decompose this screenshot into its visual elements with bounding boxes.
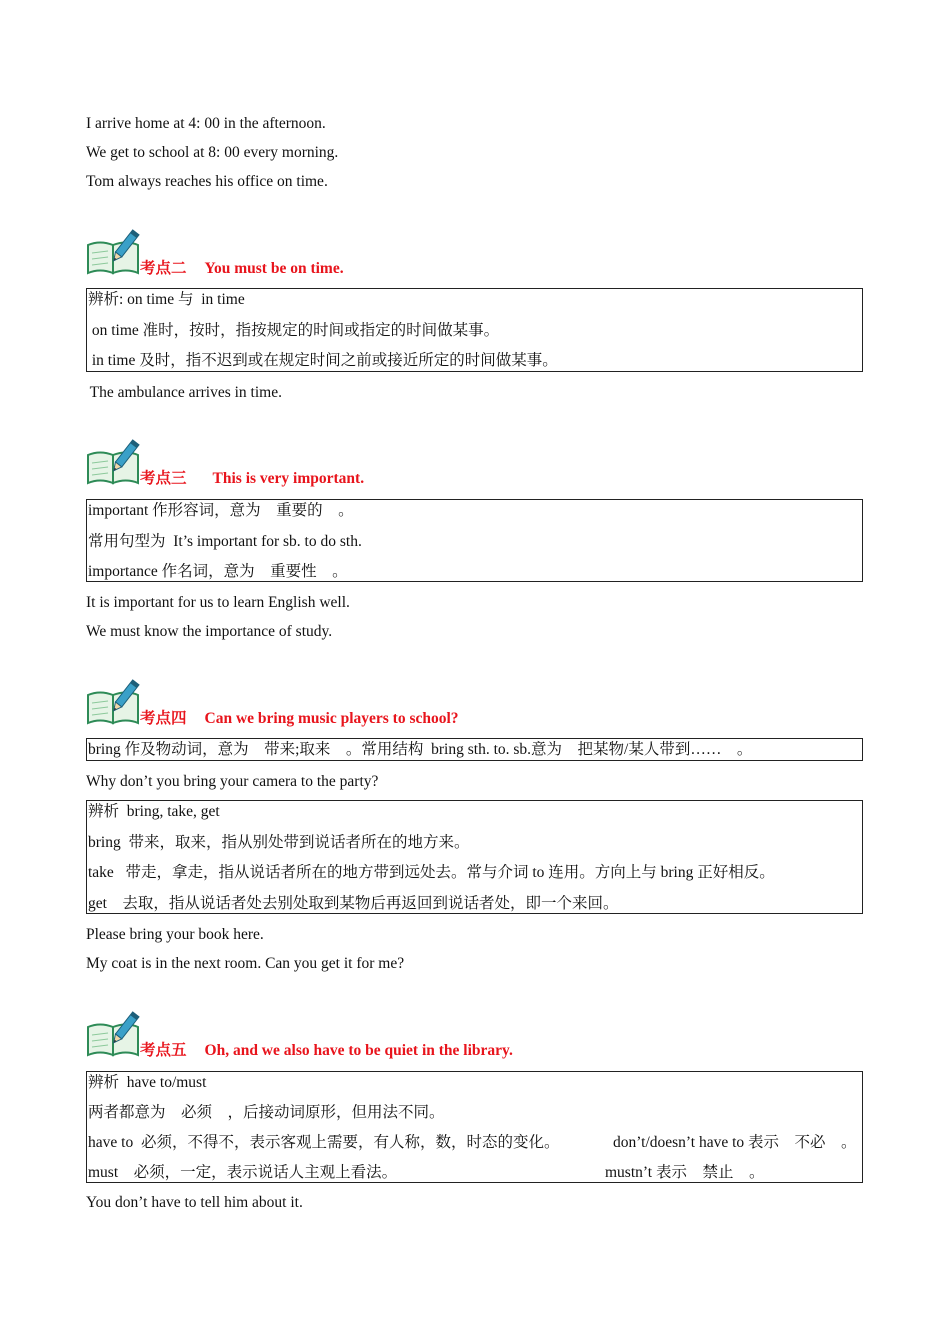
section-title-text: Can we bring music players to school?: [204, 710, 459, 727]
box-line: mustn’t 表示 禁止 。: [605, 1164, 765, 1181]
explanation-box: [86, 288, 863, 372]
box-line: in time 及时，指不迟到或在规定时间之前或接近所定的时间做某事。: [88, 352, 558, 369]
section-title: [140, 469, 364, 489]
box-line: importance 作名词，意为 重要性 。: [88, 563, 348, 580]
section-heading: [86, 439, 686, 489]
section-number: 考点三: [140, 470, 187, 487]
box-line: take 带走，拿走，指从说话者所在的地方带到远处去。常与介词 to 连用。方向上与 bring 正好相反。: [88, 864, 775, 881]
section-heading: [86, 1011, 686, 1061]
example-sentence: Please bring your book here.: [86, 926, 264, 943]
explanation-box: [86, 1071, 863, 1183]
example-sentence: We must know the importance of study.: [86, 623, 333, 640]
box-line: bring 带来，取来，指从别处带到说话者所在的地方来。: [88, 834, 470, 851]
box-line: 辨析 bring, take, get: [88, 803, 220, 820]
book-pencil-icon: [86, 439, 140, 487]
section-number: 考点二: [140, 260, 187, 277]
box-line: 常用句型为 It’s important for sb. to do sth.: [88, 533, 362, 550]
section-heading: [86, 679, 686, 729]
section-title-text: You must be on time.: [204, 260, 344, 277]
example-sentence: It is important for us to learn English well.: [86, 594, 350, 611]
book-pencil-icon: [86, 229, 140, 277]
box-line: 辨析: on time 与 in time: [88, 291, 245, 308]
example-sentence: We get to school at 8: 00 every morning.: [86, 144, 339, 161]
explanation-box: [86, 499, 863, 582]
book-pencil-icon: [86, 1011, 140, 1059]
box-line: bring 作及物动词，意为 带来;取来 。常用结构 bring sth. to. sb.意为 把某物/某人带到…… 。: [88, 741, 753, 758]
book-pencil-icon: [86, 679, 140, 727]
section-title: [140, 709, 459, 729]
example-sentence: Tom always reaches his office on time.: [86, 173, 328, 190]
box-line: must 必须，一定，表示说话人主观上看法。: [88, 1164, 398, 1181]
explanation-box: [86, 738, 863, 761]
box-line: 两者都意为 必须 ，后接动词原形，但用法不同。: [88, 1104, 445, 1121]
example-sentence: You don’t have to tell him about it.: [86, 1194, 303, 1211]
box-line: get 去取，指从说话者处去别处取到某物后再返回到说话者处，即一个来回。: [88, 895, 619, 912]
section-heading: [86, 229, 686, 279]
example-sentence: The ambulance arrives in time.: [86, 384, 282, 401]
explanation-box: [86, 800, 863, 914]
box-line: 辨析 have to/must: [88, 1074, 207, 1091]
section-title: [140, 259, 344, 279]
example-sentence: I arrive home at 4: 00 in the afternoon.: [86, 115, 326, 132]
section-number: 考点五: [140, 1042, 187, 1059]
section-title-text: This is very important.: [212, 470, 365, 487]
section-title: [140, 1041, 513, 1061]
section-number: 考点四: [140, 710, 187, 727]
box-line: don’t/doesn’t have to 表示 不必 。: [613, 1134, 857, 1151]
box-line: on time 准时，按时，指按规定的时间或指定的时间做某事。: [88, 322, 500, 339]
example-sentence: Why don’t you bring your camera to the party?: [86, 773, 379, 790]
box-line: have to 必须，不得不，表示客观上需要，有人称，数，时态的变化。: [88, 1134, 560, 1151]
section-title-text: Oh, and we also have to be quiet in the library.: [204, 1042, 513, 1059]
example-sentence: My coat is in the next room. Can you get it for me?: [86, 955, 405, 972]
box-line: important 作形容词，意为 重要的 。: [88, 502, 354, 519]
